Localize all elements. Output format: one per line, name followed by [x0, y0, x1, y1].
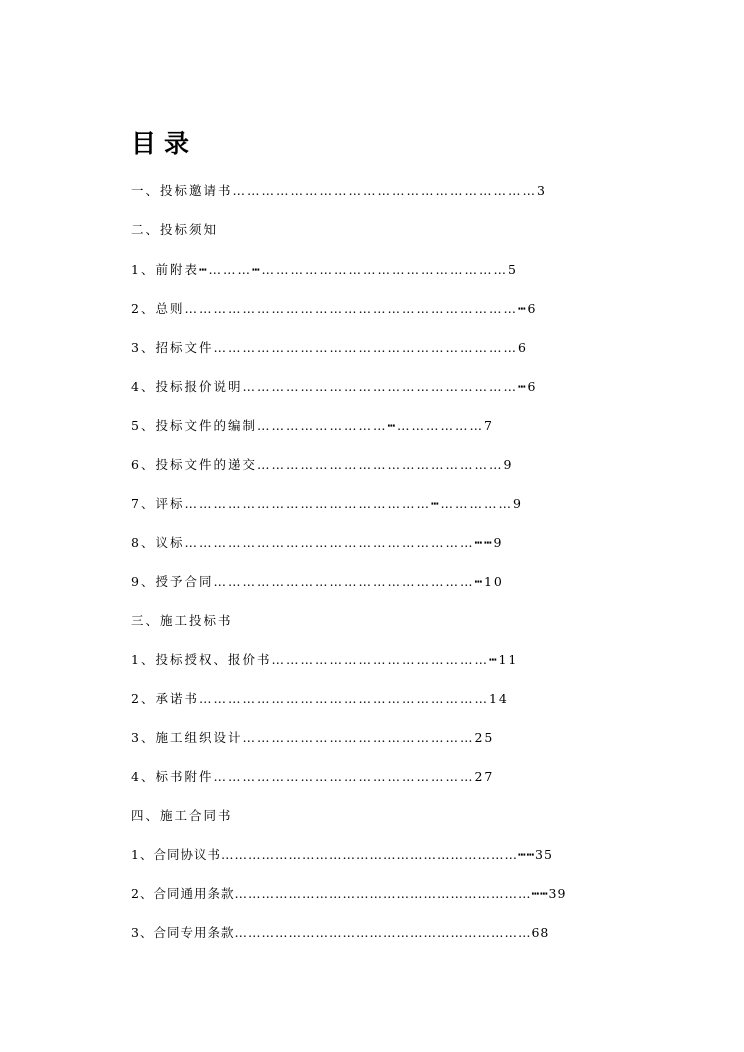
toc-entry: 一、投标邀请书………………………………………………………3: [131, 183, 547, 198]
toc-section-heading: 三、施工投标书: [131, 613, 233, 628]
toc-entry: 1、前附表┅………┅……………………………………………5: [131, 262, 518, 277]
toc-entry: 1、投标授权、报价书………………………………………┅11: [131, 652, 519, 667]
toc-title: 目录: [131, 129, 198, 158]
toc-entry: 5、投标文件的编制………………………┅………………7: [131, 418, 494, 433]
toc-entry: 7、评标……………………………………………┅……………9: [131, 496, 523, 511]
toc-section-heading: 四、施工合同书: [131, 808, 233, 823]
toc-entry: 4、投标报价说明…………………………………………………┅6: [131, 379, 538, 394]
toc-section-heading: 二、投标须知: [131, 222, 219, 237]
toc-entry: 3、合同专用条款…………………………………………………………68: [131, 925, 550, 940]
toc-entry: 8、议标……………………………………………………┅┅9: [131, 535, 504, 550]
toc-entry: 2、承诺书……………………………………………………14: [131, 691, 509, 706]
toc-entry: 1、合同协议书…………………………………………………………┅┅35: [131, 847, 553, 862]
toc-entry: 3、施工组织设计…………………………………………25: [131, 730, 495, 745]
toc-entry: 2、合同通用条款…………………………………………………………┅┅39: [131, 886, 567, 901]
toc-entry: 6、投标文件的递交……………………………………………9: [131, 457, 514, 472]
toc-entry: 3、招标文件………………………………………………………6: [131, 340, 528, 355]
toc-entry: 2、总则……………………………………………………………┅6: [131, 301, 538, 316]
toc-entry: 9、授予合同………………………………………………┅10: [131, 574, 504, 589]
toc-entry: 4、标书附件………………………………………………27: [131, 769, 495, 784]
